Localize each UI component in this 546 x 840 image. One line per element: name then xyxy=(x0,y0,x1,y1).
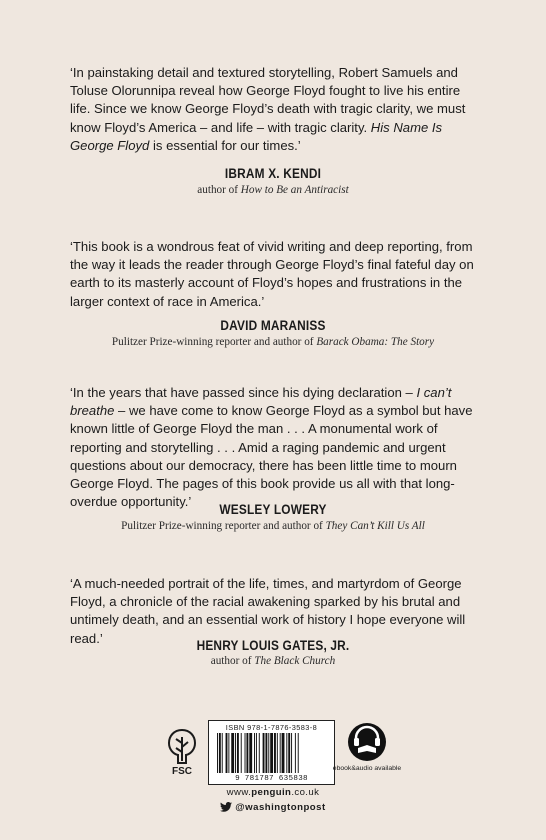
url-prefix: www. xyxy=(226,787,252,798)
endorser-name: DAVID MARANISS xyxy=(220,318,326,333)
publisher-website xyxy=(0,787,546,798)
endorser-credit xyxy=(0,655,546,667)
ebook-audio-label: ebook&audio available xyxy=(332,765,402,772)
quote-lowery xyxy=(70,384,476,511)
quote-text-end: – we have come to know George Floyd as a symbol but have known little of George Floyd the man . . . A monumental work of reporting and storytelling . . . Amid a raging pandemic and urgent questions about our democracy, there has been little time to mourn George Floyd. The pages of this book provide us all with that long-overdue opportunity.’ xyxy=(70,403,473,510)
credit-book-title: They Can’t Kill Us All xyxy=(325,520,425,532)
twitter-bird-icon xyxy=(220,802,232,812)
url-domain: penguin xyxy=(251,787,292,798)
quote-gates xyxy=(70,575,476,648)
quote-italic-title: His Name Is George Floyd xyxy=(70,119,443,153)
endorser-name: IBRAM X. KENDI xyxy=(224,166,322,181)
credit-book-title: Barack Obama: The Story xyxy=(316,336,435,348)
fsc-label: FSC xyxy=(172,766,192,777)
endorser-credit xyxy=(0,520,546,532)
twitter-handle: @washingtonpost xyxy=(235,802,326,813)
quote-text: ‘In painstaking detail and textured storytelling, Robert Samuels and Toluse Olorunnipa reveal how George Floyd fought to live his entire life. Since we know George Floyd’s death with tragic clarity, we must know Floyd’s America – and life – with tragic clarity. xyxy=(70,65,466,135)
endorser-name: WESLEY LOWERY xyxy=(219,502,327,517)
endorser-credit xyxy=(0,336,546,348)
url-suffix: .co.uk xyxy=(291,787,320,798)
credit-prefix: Pulitzer Prize-winning reporter and author of xyxy=(111,336,317,348)
isbn-text: ISBN 978-1-7876-3583-8 xyxy=(225,723,318,732)
quote-text: ‘This book is a wondrous feat of vivid writing and deep reporting, from the way it leads the reader through George Floyd’s final fateful day on earth to its masterly account of Floyd’s hopes and frustrations in the larger context of race in America.’ xyxy=(70,239,474,309)
quote-italic-phrase: I can’t breathe xyxy=(70,385,452,419)
endorser-name: HENRY LOUIS GATES, JR. xyxy=(196,638,350,653)
credit-book-title: The Black Church xyxy=(254,655,336,667)
twitter-handle-row xyxy=(0,802,546,813)
barcode xyxy=(208,720,335,785)
fsc-tree-logo xyxy=(165,727,199,777)
quote-text: ‘A much-needed portrait of the life, times, and martyrdom of George Floyd, a chronicle of the racial awakening sparked by his brutal and untimely death, and an essential work of history I hope everyone will read.’ xyxy=(70,576,466,646)
barcode-bars xyxy=(217,733,327,773)
endorser-credit xyxy=(0,184,546,196)
barcode-digits: 9 781787 635838 xyxy=(235,775,308,783)
credit-prefix: author of xyxy=(197,184,241,196)
credit-book-title: How to Be an Antiracist xyxy=(240,184,349,196)
quote-maraniss xyxy=(70,238,476,311)
credit-prefix: author of xyxy=(210,655,255,667)
quote-text-end: is essential for our times.’ xyxy=(149,137,301,153)
credit-prefix: Pulitzer Prize-winning reporter and author of xyxy=(121,520,326,532)
quote-text: ‘In the years that have passed since his dying declaration – xyxy=(70,385,417,400)
quote-kendi xyxy=(70,64,476,155)
